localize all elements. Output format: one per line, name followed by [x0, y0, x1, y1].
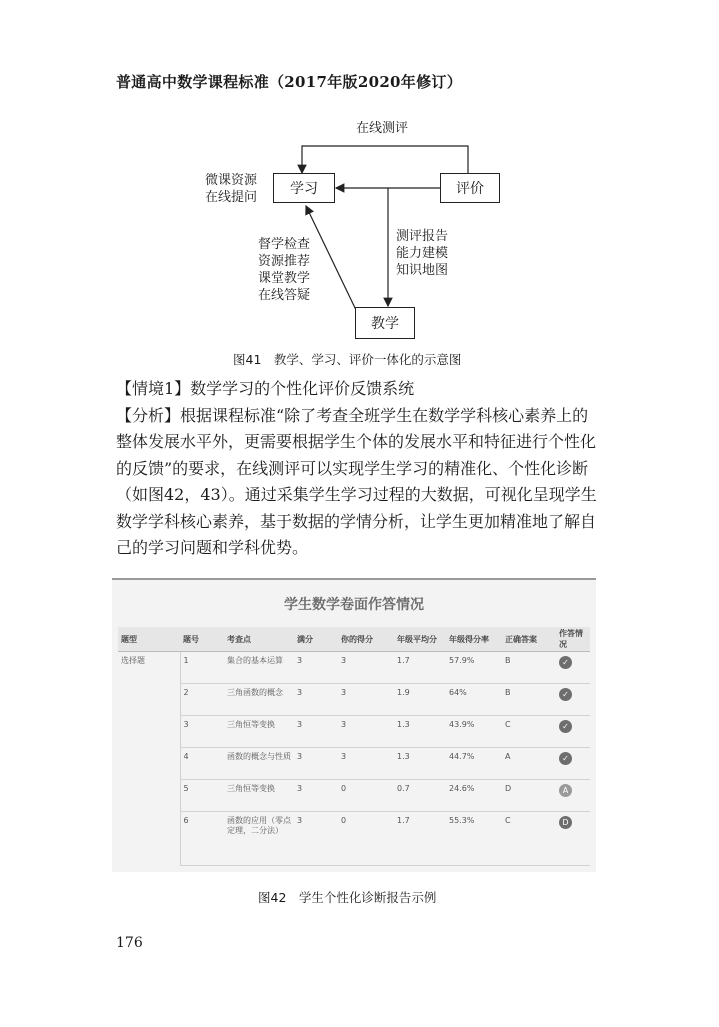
- teaching-learning-evaluation-diagram: [0, 0, 719, 360]
- check-icon: ✓: [559, 656, 572, 669]
- analysis-paragraph: 【分析】根据课程标准“除了考查全班学生在数学学科核心素养上的整体发展水平外，更需要根据学生个体的发展水平和特征进行个性化的反馈”的要求，在线测评可以实现学生学习的精准化、个性化诊断（如图42，43）。通过采集学生学习过程的大数据，可视化呈现学生数学学科核心素养，基于数据的学情分析，让学生更加精准地了解自己的学习问题和学科优势。: [116, 405, 597, 557]
- col-full: 满分: [294, 627, 338, 652]
- page-number: 176: [116, 935, 143, 951]
- col-rate: 年级得分率: [446, 627, 502, 652]
- table-row: 2 三角函数的概念 3 3 1.9 64% B ✓: [118, 684, 590, 716]
- diagnosis-report-figure: [112, 578, 596, 872]
- figure-41-caption: 图41 教学、学习、评价一体化的示意图: [233, 352, 462, 367]
- evaluation-box: 评价: [440, 173, 500, 203]
- col-type: 题型: [118, 627, 180, 652]
- col-result: 作答情况: [556, 627, 590, 652]
- table-row: 选择题 1 集合的基本运算 3 3 1.7 57.9% B ✓: [118, 652, 590, 684]
- arrow-online-test: [302, 146, 468, 173]
- report-title: 学生数学卷面作答情况: [284, 597, 424, 613]
- learning-box: 学习: [273, 173, 335, 203]
- check-icon: ✓: [559, 688, 572, 701]
- question-type: 选择题: [118, 652, 180, 866]
- left-notes: 微课资源 在线提问: [205, 173, 258, 205]
- middle-left-notes: 督学检查 资源推荐 课堂教学 在线答疑: [258, 237, 311, 303]
- middle-right-notes: 测评报告 能力建模 知识地图: [396, 229, 449, 278]
- check-icon: ✓: [559, 752, 572, 765]
- table-row: 5 三角恒等变换 3 0 0.7 24.6% D A: [118, 780, 590, 812]
- col-number: 题号: [180, 627, 224, 652]
- wrong-answer-icon: D: [559, 816, 572, 829]
- online-test-label: 在线测评: [356, 121, 409, 136]
- wrong-answer-icon: A: [559, 784, 572, 797]
- figure-42-caption: 图42 学生个性化诊断报告示例: [258, 890, 437, 905]
- running-header: 普通高中数学课程标准（2017年版2020年修订）: [116, 73, 462, 91]
- table-row: 3 三角恒等变换 3 3 1.3 43.9% C ✓: [118, 716, 590, 748]
- answer-table: [118, 627, 590, 866]
- col-answer: 正确答案: [502, 627, 556, 652]
- col-avg: 年级平均分: [394, 627, 446, 652]
- table-header-row: [118, 627, 590, 652]
- col-point: 考查点: [224, 627, 294, 652]
- scenario-heading: 【情境1】数学学习的个性化评价反馈系统: [116, 379, 415, 398]
- col-score: 你的得分: [338, 627, 394, 652]
- check-icon: ✓: [559, 720, 572, 733]
- body-text: [116, 376, 598, 562]
- table-row: 4 函数的概念与性质 3 3 1.3 44.7% A ✓: [118, 748, 590, 780]
- arrow-teach-to-learn: [306, 206, 356, 310]
- table-row: 6 函数的应用（零点定理，二分法） 3 0 1.7 55.3% C D: [118, 812, 590, 866]
- teaching-box: 教学: [355, 307, 415, 339]
